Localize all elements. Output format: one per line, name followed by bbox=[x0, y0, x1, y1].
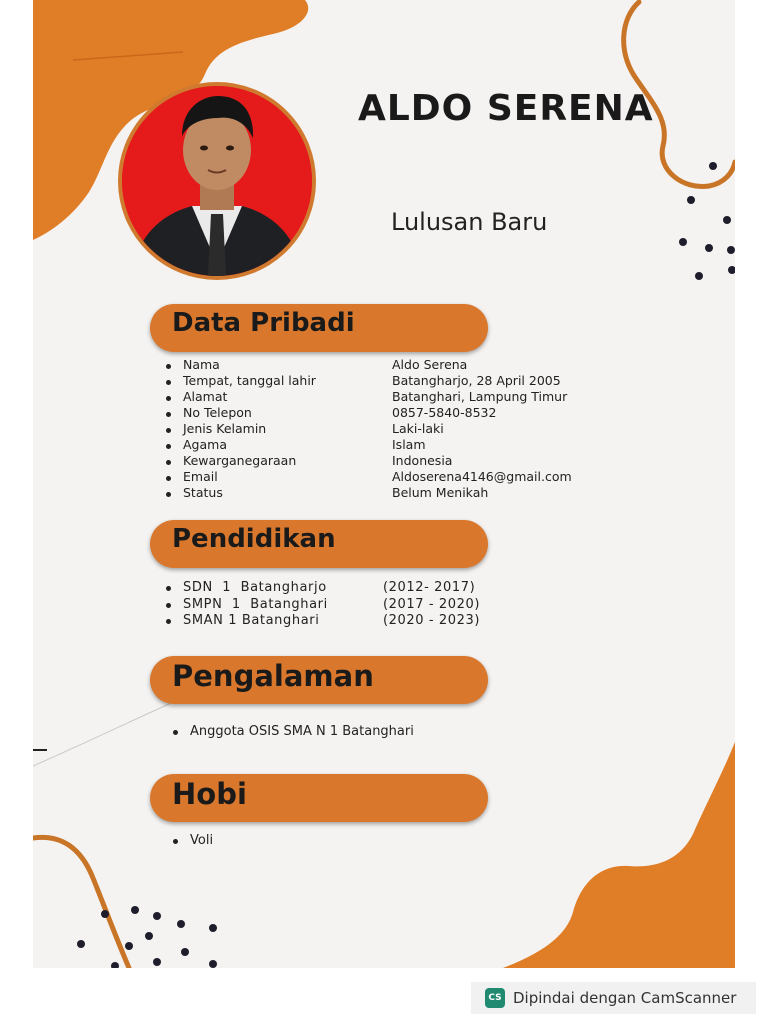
scanner-text: Dipindai dengan CamScanner bbox=[513, 989, 737, 1007]
person-portrait-icon bbox=[122, 86, 312, 276]
list-item bbox=[163, 406, 663, 422]
list-item bbox=[163, 454, 663, 470]
field-value: Belum Menikah bbox=[392, 485, 489, 500]
field-label: Tempat, tanggal lahir bbox=[183, 373, 316, 388]
field-label: Email bbox=[183, 469, 218, 484]
field-label: Status bbox=[183, 485, 223, 500]
school-years: (2017 - 2020) bbox=[383, 596, 481, 612]
section-header-hobby bbox=[150, 774, 488, 822]
section-title-education: Pendidikan bbox=[172, 524, 336, 554]
scanner-watermark bbox=[471, 982, 756, 1014]
school-years: (2020 - 2023) bbox=[383, 613, 481, 628]
field-value: Islam bbox=[392, 437, 426, 452]
school-name: SMAN 1 Batanghari bbox=[183, 613, 320, 628]
field-value: 0857-5840-8532 bbox=[392, 405, 497, 420]
list-item bbox=[163, 374, 663, 390]
education-list bbox=[163, 580, 643, 630]
field-label: Nama bbox=[183, 357, 220, 372]
list-item bbox=[163, 422, 663, 438]
section-title-hobby: Hobi bbox=[172, 777, 247, 811]
experience-list bbox=[170, 724, 570, 739]
camscanner-logo-icon: CS bbox=[485, 988, 505, 1008]
field-value: Indonesia bbox=[392, 453, 453, 468]
profile-photo bbox=[118, 82, 316, 280]
list-item bbox=[163, 390, 663, 406]
hobby-list bbox=[170, 833, 370, 848]
field-value: Laki-laki bbox=[392, 421, 444, 436]
field-value: Batanghari, Lampung Timur bbox=[392, 389, 568, 404]
list-item bbox=[163, 597, 643, 614]
cv-sheet bbox=[33, 0, 735, 968]
field-label: Alamat bbox=[183, 389, 228, 404]
school-name: SMPN 1 Batanghari bbox=[183, 596, 328, 612]
list-item: Anggota OSIS SMA N 1 Batanghari bbox=[170, 724, 570, 739]
list-item bbox=[163, 470, 663, 486]
list-item bbox=[163, 613, 643, 630]
candidate-name: ALDO SERENA bbox=[358, 88, 654, 129]
list-item bbox=[163, 486, 663, 502]
field-value: Batangharjo, 28 April 2005 bbox=[392, 373, 561, 388]
school-years: (2012- 2017) bbox=[383, 580, 476, 595]
candidate-subtitle: Lulusan Baru bbox=[391, 208, 548, 236]
field-label: Agama bbox=[183, 437, 227, 452]
section-header-experience bbox=[150, 656, 488, 704]
section-title-experience: Pengalaman bbox=[172, 659, 374, 693]
personal-data-list bbox=[163, 358, 663, 502]
list-item bbox=[163, 358, 663, 374]
list-item bbox=[163, 580, 643, 597]
field-value: Aldo Serena bbox=[392, 357, 468, 372]
section-title-personal: Data Pribadi bbox=[172, 308, 355, 338]
section-header-personal bbox=[150, 304, 488, 352]
field-label: No Telepon bbox=[183, 405, 252, 420]
list-item bbox=[163, 438, 663, 454]
field-value: Aldoserena4146@gmail.com bbox=[392, 469, 572, 484]
list-item: Voli bbox=[170, 833, 370, 848]
field-label: Jenis Kelamin bbox=[183, 421, 267, 436]
section-header-education bbox=[150, 520, 488, 568]
school-name: SDN 1 Batangharjo bbox=[183, 580, 327, 595]
field-label: Kewarganegaraan bbox=[183, 453, 297, 468]
